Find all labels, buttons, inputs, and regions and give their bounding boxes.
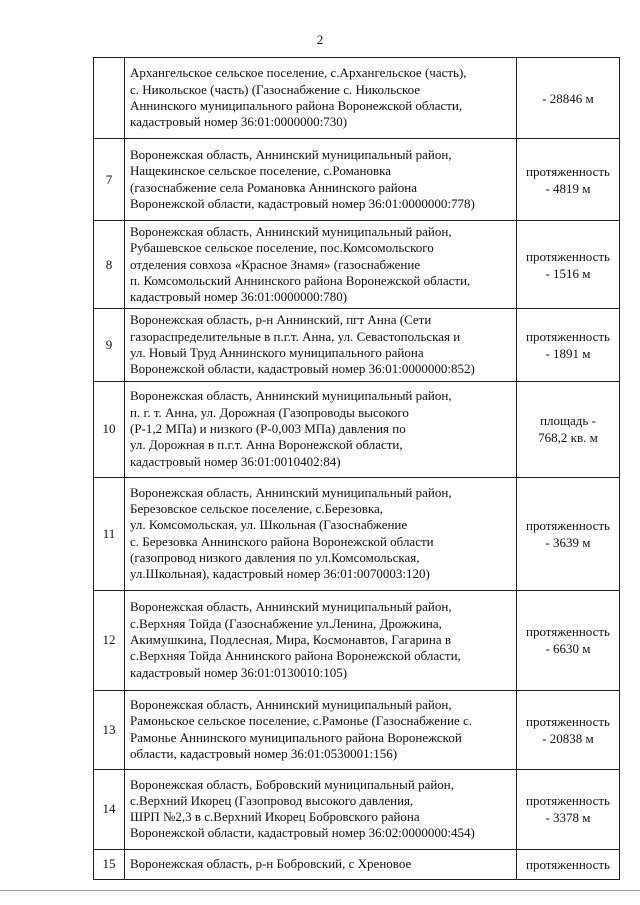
size-line: 768,2 кв. м	[538, 430, 598, 446]
description-line: отделения совхоза «Красное Знамя» (газоснабжение	[130, 256, 421, 272]
row-size	[517, 590, 620, 690]
table-row	[94, 139, 620, 221]
description-line: ул.Школьная), кадастровый номер 36:01:0070003:120)	[130, 566, 430, 582]
description-line: газораспределительные в п.г.т. Анна, ул. Севастопольская и	[130, 328, 461, 344]
table-row	[94, 590, 620, 690]
description-line: кадастровый номер 36:01:0000000:730)	[130, 114, 348, 130]
row-number: 10	[94, 381, 125, 477]
size-line: - 20838 м	[542, 730, 594, 746]
description-line: Воронежская область, Бобровский муниципальный район,	[130, 776, 454, 792]
row-size	[517, 309, 620, 381]
description-line: кадастровый номер 36:01:0010402:84)	[130, 453, 341, 469]
row-size	[517, 477, 620, 590]
row-size	[517, 139, 620, 221]
table-row	[94, 690, 620, 769]
table-row	[94, 381, 620, 477]
row-number: 9	[94, 309, 125, 381]
size-line: - 6630 м	[545, 641, 591, 657]
description-line: Воронежской области, кадастровый номер 36:01:0000000:852)	[130, 361, 475, 377]
table-body	[94, 58, 620, 880]
description-line: Воронежская область, Аннинский муниципальный район,	[130, 484, 452, 500]
description-line: Рамонье Аннинского муниципального района Воронежской	[130, 729, 462, 745]
size-line: протяженность	[526, 163, 610, 179]
row-description	[125, 849, 517, 879]
row-size	[517, 381, 620, 477]
row-description	[125, 58, 517, 139]
table-row	[94, 769, 620, 849]
row-size	[517, 769, 620, 849]
row-number: 8	[94, 221, 125, 309]
description-line: Акимушкина, Подлесная, Мира, Космонавтов, Гагарина в	[130, 632, 452, 648]
size-line: протяженность	[526, 248, 610, 264]
description-line: области, кадастровый номер 36:01:0530001:156)	[130, 745, 398, 761]
row-size	[517, 221, 620, 309]
registry-table	[93, 57, 620, 880]
row-description	[125, 590, 517, 690]
size-line: протяженность	[526, 517, 610, 533]
description-line: Рубашевское сельское поселение, пос.Комсомольского	[130, 240, 434, 256]
description-line: с. Березовка Аннинского района Воронежской области	[130, 533, 434, 549]
row-number	[94, 58, 125, 139]
row-size	[517, 690, 620, 769]
row-description	[125, 381, 517, 477]
description-line: (Р-1,2 МПа) и низкого (Р-0,003 МПа) давления по	[130, 421, 406, 437]
size-line: протяженность	[526, 624, 610, 640]
size-line: протяженность	[526, 793, 610, 809]
description-line: Воронежской области, кадастровый номер 36:01:0000000:778)	[130, 195, 475, 211]
description-line: кадастровый номер 36:01:0130010:105)	[130, 664, 348, 680]
row-description	[125, 690, 517, 769]
description-line: с.Верхний Икорец (Газопровод высокого давления,	[130, 792, 414, 808]
row-description	[125, 477, 517, 590]
description-line: с.Верхняя Тойда (Газоснабжение ул.Ленина, Дрожжина,	[130, 615, 442, 631]
row-number: 7	[94, 139, 125, 221]
table-row	[94, 309, 620, 381]
row-size	[517, 58, 620, 139]
table-row	[94, 221, 620, 309]
description-line: (газопровод низкого давления по ул.Комсомольская,	[130, 549, 420, 565]
description-line: Воронежская область, Аннинский муниципальный район,	[130, 146, 452, 162]
description-line: Рамоньское сельское поселение, с.Рамонье (Газоснабжение с.	[130, 713, 473, 729]
row-number: 14	[94, 769, 125, 849]
description-line: Воронежская область, Аннинский муниципальный район,	[130, 599, 452, 615]
description-line: Воронежская область, Аннинский муниципальный район,	[130, 388, 452, 404]
description-line: Воронежская область, Аннинский муниципальный район,	[130, 697, 452, 713]
row-number: 12	[94, 590, 125, 690]
size-line: протяженность	[526, 713, 610, 729]
row-number: 11	[94, 477, 125, 590]
size-line: протяженность	[526, 329, 610, 345]
description-line: Архангельское сельское поселение, с.Архангельское (часть),	[130, 65, 467, 81]
table-row	[94, 58, 620, 139]
description-line: п. г. т. Анна, ул. Дорожная (Газопроводы высокого	[130, 404, 409, 420]
row-number: 13	[94, 690, 125, 769]
description-line: Воронежская область, р-н Аннинский, пгт Анна (Сети	[130, 312, 432, 328]
description-line: Воронежской области, кадастровый номер 36:02:0000000:454)	[130, 825, 475, 841]
row-description	[125, 221, 517, 309]
row-size	[517, 849, 620, 879]
row-description	[125, 769, 517, 849]
description-line: Воронежская область, Аннинский муниципальный район,	[130, 224, 452, 239]
size-line: - 28846 м	[542, 90, 594, 106]
description-line: ул. Новый Труд Аннинского муниципального района	[130, 345, 424, 361]
description-line: Березовское сельское поселение, с.Березовка,	[130, 501, 384, 517]
description-line: Аннинского муниципального района Воронежской области,	[130, 98, 463, 113]
description-line: ул. Комсомольская, ул. Школьная (Газоснабжение	[130, 517, 408, 533]
table-row	[94, 477, 620, 590]
row-description	[125, 309, 517, 381]
size-line: - 3378 м	[545, 810, 591, 826]
page-number: 2	[316, 32, 324, 47]
description-line: (газоснабжение села Романовка Аннинского района	[130, 179, 417, 195]
size-line: - 4819 м	[545, 180, 591, 196]
description-line: Нащекинское сельское поселение, с.Романовка	[130, 163, 391, 179]
size-line: протяженность	[526, 856, 610, 872]
description-line: кадастровый номер 36:01:0000000:780)	[130, 289, 348, 305]
table-row	[94, 849, 620, 879]
description-line: с.Верхняя Тойда Аннинского района Воронежской области,	[130, 648, 461, 664]
bottom-rule	[0, 890, 640, 891]
description-line: Воронежская область, р-н Бобровский, с Хреновое	[130, 856, 412, 872]
row-description	[125, 139, 517, 221]
size-line: - 1516 м	[545, 265, 591, 281]
row-number: 15	[94, 849, 125, 879]
description-line: ШРП №2,3 в с.Верхний Икорец Бобровского района	[130, 809, 420, 825]
size-line: - 3639 м	[545, 534, 591, 550]
description-line: п. Комсомольский Аннинского района Воронежской области,	[130, 272, 471, 288]
size-line: площадь -	[540, 413, 596, 429]
description-line: с. Никольское (часть) (Газоснабжение с. Никольское	[130, 81, 421, 97]
size-line: - 1891 м	[545, 346, 591, 362]
description-line: ул. Дорожная в п.г.т. Анна Воронежской области,	[130, 437, 403, 453]
